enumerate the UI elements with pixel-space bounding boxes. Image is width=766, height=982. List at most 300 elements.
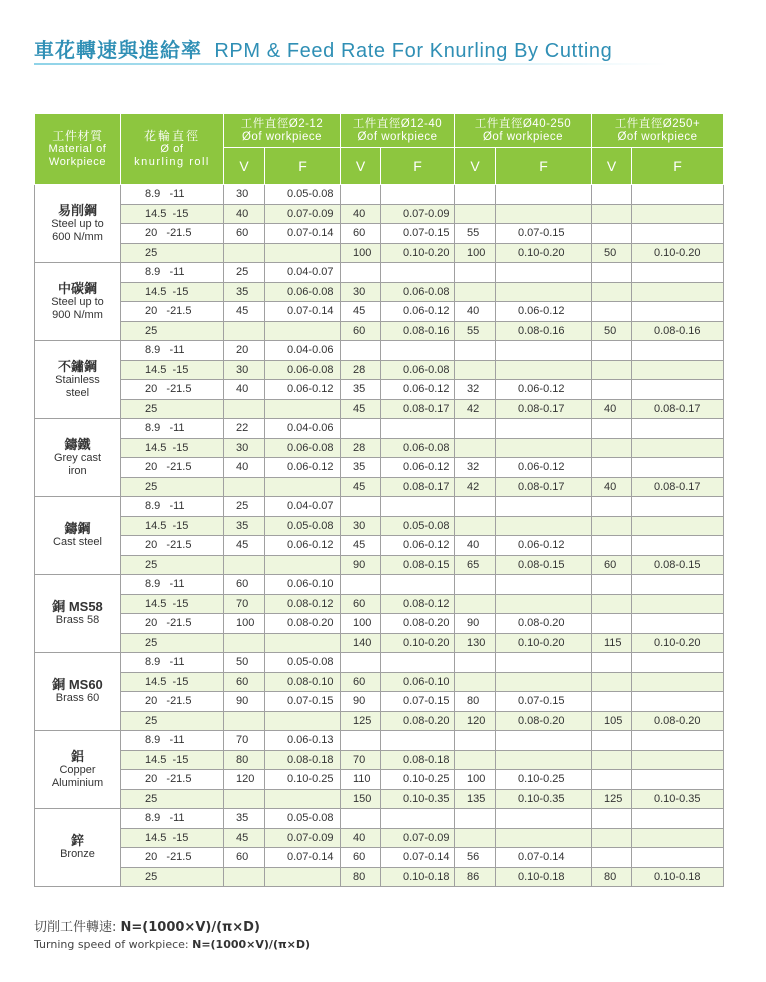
f-cell	[381, 263, 455, 283]
f-cell: 0.10-0.20	[632, 633, 724, 653]
v-cell: 125	[341, 711, 381, 731]
f-cell: 0.08-0.15	[496, 555, 592, 575]
v-cell: 45	[224, 536, 265, 556]
table-row	[35, 770, 724, 790]
formula-cn-label: 切削工件轉速:	[34, 920, 117, 935]
v-cell: 100	[341, 243, 381, 263]
table-row	[35, 224, 724, 244]
v-header: V	[455, 148, 496, 185]
material-header	[35, 114, 121, 185]
v-cell: 90	[341, 555, 381, 575]
v-cell: 45	[341, 302, 381, 322]
v-cell: 32	[455, 380, 496, 400]
v-cell: 135	[455, 789, 496, 809]
roll-diameter-cell: 14.5 -15	[121, 516, 224, 536]
table-row	[35, 594, 724, 614]
f-cell	[632, 750, 724, 770]
roll-diameter-cell: 20 -21.5	[121, 380, 224, 400]
table-row	[35, 672, 724, 692]
f-cell: 0.10-0.20	[496, 633, 592, 653]
material-cell	[35, 497, 121, 575]
v-cell	[592, 458, 632, 478]
v-cell	[341, 419, 381, 439]
v-cell	[592, 185, 632, 205]
f-cell: 0.06-0.12	[496, 458, 592, 478]
v-cell: 80	[592, 867, 632, 887]
f-cell: 0.06-0.12	[381, 536, 455, 556]
v-cell	[592, 302, 632, 322]
f-cell	[632, 224, 724, 244]
v-cell: 40	[455, 536, 496, 556]
f-cell: 0.07-0.15	[381, 692, 455, 712]
v-cell	[455, 419, 496, 439]
table-row	[35, 341, 724, 361]
table-row	[35, 536, 724, 556]
group-header-line2: Øof workpiece	[482, 130, 563, 143]
v-cell	[592, 828, 632, 848]
roll-diameter-cell: 8.9 -11	[121, 497, 224, 517]
v-cell: 80	[341, 867, 381, 887]
v-cell	[224, 711, 265, 731]
roll-diameter-cell: 14.5 -15	[121, 438, 224, 458]
f-cell	[496, 282, 592, 302]
material-name-en: steel	[65, 386, 90, 399]
roll-diameter-cell: 20 -21.5	[121, 770, 224, 790]
roll-diameter-cell: 8.9 -11	[121, 575, 224, 595]
table-row	[35, 848, 724, 868]
f-cell	[632, 204, 724, 224]
v-cell: 42	[455, 399, 496, 419]
v-cell: 50	[592, 243, 632, 263]
v-header: V	[224, 148, 265, 185]
v-cell: 55	[455, 321, 496, 341]
f-cell: 0.05-0.08	[265, 653, 341, 673]
v-cell: 60	[592, 555, 632, 575]
v-cell	[341, 497, 381, 517]
f-cell: 0.07-0.15	[265, 692, 341, 712]
v-cell: 25	[224, 263, 265, 283]
material-header-en1: Material of	[48, 142, 107, 155]
roll-diameter-cell: 14.5 -15	[121, 204, 224, 224]
f-cell	[632, 692, 724, 712]
v-cell	[455, 360, 496, 380]
material-name-cn: 鋅	[70, 833, 84, 848]
f-cell: 0.06-0.12	[496, 302, 592, 322]
group-header-line1: 工件直徑Ø40-250	[474, 117, 572, 130]
f-cell	[496, 575, 592, 595]
table-row	[35, 555, 724, 575]
group-header-line2: Øof workpiece	[617, 130, 698, 143]
f-cell	[632, 672, 724, 692]
f-cell	[265, 711, 341, 731]
f-cell: 0.07-0.09	[381, 828, 455, 848]
f-cell	[496, 204, 592, 224]
group-header-2-12	[224, 114, 341, 148]
v-cell: 30	[341, 282, 381, 302]
v-cell	[455, 341, 496, 361]
f-cell: 0.06-0.08	[381, 360, 455, 380]
f-cell: 0.07-0.14	[265, 302, 341, 322]
table-row	[35, 828, 724, 848]
f-cell: 0.08-0.20	[265, 614, 341, 634]
material-name-cn: 鑄鐵	[64, 436, 91, 452]
v-cell	[341, 185, 381, 205]
f-cell: 0.06-0.12	[381, 458, 455, 478]
v-cell: 50	[224, 653, 265, 673]
f-cell	[496, 185, 592, 205]
f-cell: 0.10-0.20	[381, 633, 455, 653]
f-cell	[496, 263, 592, 283]
f-cell	[496, 594, 592, 614]
v-cell: 35	[341, 458, 381, 478]
v-cell	[592, 282, 632, 302]
f-cell: 0.08-0.17	[381, 477, 455, 497]
group-header-line1: 工件直徑Ø250+	[614, 117, 701, 130]
f-cell: 0.10-0.20	[381, 243, 455, 263]
formula-english	[34, 938, 310, 951]
f-cell	[632, 438, 724, 458]
roll-header-cn: 花輪直徑	[143, 128, 200, 143]
roll-header-en1: Ø of	[160, 142, 184, 155]
roll-diameter-cell: 20 -21.5	[121, 692, 224, 712]
roll-diameter-cell: 20 -21.5	[121, 224, 224, 244]
group-header-line1: 工件直徑Ø12-40	[352, 117, 443, 130]
v-cell: 115	[592, 633, 632, 653]
f-cell	[381, 497, 455, 517]
material-name-en: Stainless	[55, 373, 100, 386]
table-row	[35, 204, 724, 224]
material-header-cn: 工件材質	[52, 128, 103, 143]
title-underline	[34, 63, 668, 65]
f-cell	[632, 341, 724, 361]
material-cell	[35, 575, 121, 653]
table-row	[35, 360, 724, 380]
v-cell: 40	[592, 399, 632, 419]
v-cell: 60	[224, 224, 265, 244]
v-header: V	[592, 148, 632, 185]
f-cell: 0.04-0.06	[265, 341, 341, 361]
v-header: V	[341, 148, 381, 185]
v-cell: 56	[455, 848, 496, 868]
v-cell: 130	[455, 633, 496, 653]
material-name-cn: 銅 MS58	[52, 599, 103, 614]
formula-cn-expression: N=(1000×V)/(π×D)	[120, 920, 260, 935]
f-cell	[381, 419, 455, 439]
v-cell: 120	[224, 770, 265, 790]
v-cell	[224, 633, 265, 653]
v-cell: 86	[455, 867, 496, 887]
roll-diameter-cell: 8.9 -11	[121, 653, 224, 673]
f-cell: 0.06-0.08	[265, 438, 341, 458]
material-name-en: Steel up to	[51, 217, 104, 230]
material-name-en: 900 N/mm	[52, 308, 103, 321]
f-cell: 0.08-0.20	[496, 614, 592, 634]
v-cell	[455, 750, 496, 770]
roll-header	[121, 114, 224, 185]
material-header-en2: Workpiece	[48, 155, 107, 168]
roll-diameter-cell: 25	[121, 789, 224, 809]
formula-en-label: Turning speed of workpiece:	[34, 938, 189, 951]
f-cell	[632, 458, 724, 478]
roll-diameter-cell: 14.5 -15	[121, 750, 224, 770]
f-cell: 0.05-0.08	[265, 185, 341, 205]
page-title	[34, 34, 612, 63]
f-header: F	[381, 148, 455, 185]
v-cell	[592, 692, 632, 712]
f-cell	[496, 516, 592, 536]
roll-diameter-cell: 20 -21.5	[121, 614, 224, 634]
table-row	[35, 633, 724, 653]
v-cell	[341, 809, 381, 829]
f-cell	[265, 867, 341, 887]
table-row	[35, 653, 724, 673]
title-english: RPM & Feed Rate For Knurling By Cutting	[214, 40, 613, 62]
v-cell: 110	[341, 770, 381, 790]
f-cell: 0.10-0.25	[381, 770, 455, 790]
f-cell: 0.06-0.12	[265, 458, 341, 478]
v-cell: 42	[455, 477, 496, 497]
f-cell: 0.08-0.18	[381, 750, 455, 770]
v-cell: 40	[224, 458, 265, 478]
v-cell	[455, 828, 496, 848]
table-row	[35, 809, 724, 829]
f-cell: 0.08-0.16	[496, 321, 592, 341]
roll-diameter-cell: 20 -21.5	[121, 302, 224, 322]
f-cell: 0.07-0.15	[496, 224, 592, 244]
table-row	[35, 711, 724, 731]
v-cell: 35	[224, 809, 265, 829]
f-cell	[632, 770, 724, 790]
v-cell	[341, 263, 381, 283]
v-cell: 90	[224, 692, 265, 712]
v-cell: 105	[592, 711, 632, 731]
v-cell: 80	[455, 692, 496, 712]
v-cell: 45	[341, 477, 381, 497]
v-cell	[592, 750, 632, 770]
formula-en-expression: N=(1000×V)/(π×D)	[192, 938, 311, 951]
f-cell: 0.05-0.08	[265, 809, 341, 829]
f-cell	[381, 575, 455, 595]
v-cell	[341, 653, 381, 673]
v-cell: 40	[592, 477, 632, 497]
v-cell	[592, 419, 632, 439]
f-cell: 0.08-0.17	[496, 477, 592, 497]
table-row	[35, 789, 724, 809]
v-cell: 60	[341, 321, 381, 341]
v-cell: 60	[224, 575, 265, 595]
v-cell: 30	[224, 438, 265, 458]
f-cell: 0.07-0.14	[265, 224, 341, 244]
material-name-en: Bronze	[60, 848, 95, 860]
table-row	[35, 380, 724, 400]
roll-diameter-cell: 14.5 -15	[121, 828, 224, 848]
v-cell	[455, 594, 496, 614]
f-cell: 0.08-0.17	[632, 477, 724, 497]
v-cell	[224, 399, 265, 419]
roll-diameter-cell: 25	[121, 321, 224, 341]
v-cell	[592, 341, 632, 361]
f-cell	[496, 828, 592, 848]
f-cell	[632, 594, 724, 614]
v-cell: 90	[455, 614, 496, 634]
v-cell: 25	[224, 497, 265, 517]
table-row	[35, 477, 724, 497]
roll-diameter-cell: 8.9 -11	[121, 341, 224, 361]
f-cell: 0.06-0.12	[496, 380, 592, 400]
material-name-cn: 鋁	[70, 748, 84, 764]
f-cell	[381, 653, 455, 673]
v-cell: 40	[224, 380, 265, 400]
material-name-cn: 鑄鋼	[64, 521, 91, 536]
v-cell: 90	[341, 692, 381, 712]
f-cell: 0.08-0.15	[632, 555, 724, 575]
f-cell	[381, 185, 455, 205]
f-cell: 0.08-0.17	[381, 399, 455, 419]
group-header-12-40	[341, 114, 455, 148]
f-cell: 0.08-0.20	[496, 711, 592, 731]
table-row	[35, 516, 724, 536]
v-cell	[592, 672, 632, 692]
v-cell: 35	[224, 516, 265, 536]
f-cell: 0.07-0.15	[381, 224, 455, 244]
rpm-feed-table	[34, 113, 724, 887]
f-cell	[265, 243, 341, 263]
roll-header-en2: knurling roll	[134, 155, 210, 168]
material-name-cn: 銅 MS60	[52, 677, 103, 692]
material-cell	[35, 809, 121, 887]
f-cell	[632, 731, 724, 751]
f-header: F	[265, 148, 341, 185]
v-cell	[455, 497, 496, 517]
v-cell: 30	[341, 516, 381, 536]
v-cell	[455, 438, 496, 458]
f-cell	[632, 536, 724, 556]
roll-diameter-cell: 8.9 -11	[121, 419, 224, 439]
material-name-en: Copper	[59, 763, 96, 776]
material-name-en: iron	[68, 464, 87, 477]
group-header-40-250	[455, 114, 592, 148]
f-cell	[265, 555, 341, 575]
material-name-en: Aluminium	[51, 776, 104, 789]
roll-diameter-cell: 14.5 -15	[121, 672, 224, 692]
roll-diameter-cell: 8.9 -11	[121, 263, 224, 283]
f-cell	[632, 419, 724, 439]
v-cell	[592, 575, 632, 595]
f-cell: 0.10-0.35	[496, 789, 592, 809]
v-cell	[592, 497, 632, 517]
v-cell	[455, 282, 496, 302]
v-cell: 40	[455, 302, 496, 322]
f-cell: 0.08-0.10	[265, 672, 341, 692]
f-header: F	[632, 148, 724, 185]
v-cell	[592, 204, 632, 224]
v-cell	[592, 731, 632, 751]
v-cell: 40	[224, 204, 265, 224]
v-cell	[592, 594, 632, 614]
roll-diameter-cell: 8.9 -11	[121, 185, 224, 205]
v-cell	[592, 438, 632, 458]
material-name-en: Brass 60	[55, 692, 100, 704]
v-cell: 60	[224, 848, 265, 868]
f-cell	[496, 341, 592, 361]
f-cell: 0.08-0.17	[632, 399, 724, 419]
v-cell	[592, 536, 632, 556]
f-cell: 0.08-0.12	[265, 594, 341, 614]
material-cell	[35, 185, 121, 263]
f-cell: 0.08-0.16	[381, 321, 455, 341]
f-cell: 0.06-0.12	[265, 380, 341, 400]
roll-diameter-cell: 25	[121, 711, 224, 731]
table-row	[35, 497, 724, 517]
material-cell	[35, 653, 121, 731]
f-cell: 0.10-0.20	[496, 243, 592, 263]
f-cell	[632, 828, 724, 848]
table-row	[35, 282, 724, 302]
title-chinese: 車花轉速與進給率	[34, 38, 202, 62]
table-row	[35, 243, 724, 263]
v-cell	[224, 867, 265, 887]
f-cell	[265, 789, 341, 809]
f-cell: 0.06-0.08	[265, 360, 341, 380]
v-cell	[455, 516, 496, 536]
table-row	[35, 185, 724, 205]
f-cell: 0.06-0.12	[381, 380, 455, 400]
v-cell	[592, 224, 632, 244]
f-cell: 0.06-0.13	[265, 731, 341, 751]
v-cell: 60	[341, 848, 381, 868]
v-cell	[592, 848, 632, 868]
v-cell: 100	[455, 243, 496, 263]
f-cell	[496, 653, 592, 673]
f-cell: 0.05-0.08	[381, 516, 455, 536]
group-header-line2: Øof workpiece	[357, 130, 438, 143]
table-row	[35, 458, 724, 478]
f-cell: 0.08-0.15	[381, 555, 455, 575]
f-cell	[265, 477, 341, 497]
f-cell	[496, 438, 592, 458]
table-row	[35, 867, 724, 887]
v-cell	[592, 516, 632, 536]
roll-diameter-cell: 14.5 -15	[121, 594, 224, 614]
v-cell	[224, 789, 265, 809]
f-cell	[496, 750, 592, 770]
v-cell	[455, 731, 496, 751]
f-cell: 0.04-0.07	[265, 263, 341, 283]
f-cell	[496, 497, 592, 517]
f-cell: 0.08-0.17	[496, 399, 592, 419]
material-name-en: Brass 58	[55, 614, 100, 626]
v-cell	[455, 575, 496, 595]
v-cell	[592, 809, 632, 829]
f-cell: 0.05-0.08	[265, 516, 341, 536]
v-cell	[455, 263, 496, 283]
f-cell: 0.04-0.07	[265, 497, 341, 517]
f-cell	[632, 653, 724, 673]
v-cell	[592, 360, 632, 380]
f-cell	[632, 380, 724, 400]
v-cell: 28	[341, 438, 381, 458]
material-name-cn: 易削鋼	[57, 202, 97, 218]
v-cell	[592, 263, 632, 283]
group-header-line2: Øof workpiece	[241, 130, 322, 143]
f-cell: 0.08-0.18	[265, 750, 341, 770]
f-cell	[496, 809, 592, 829]
v-cell	[224, 477, 265, 497]
v-cell: 100	[341, 614, 381, 634]
f-cell: 0.07-0.09	[265, 828, 341, 848]
v-cell	[592, 770, 632, 790]
material-cell	[35, 419, 121, 497]
